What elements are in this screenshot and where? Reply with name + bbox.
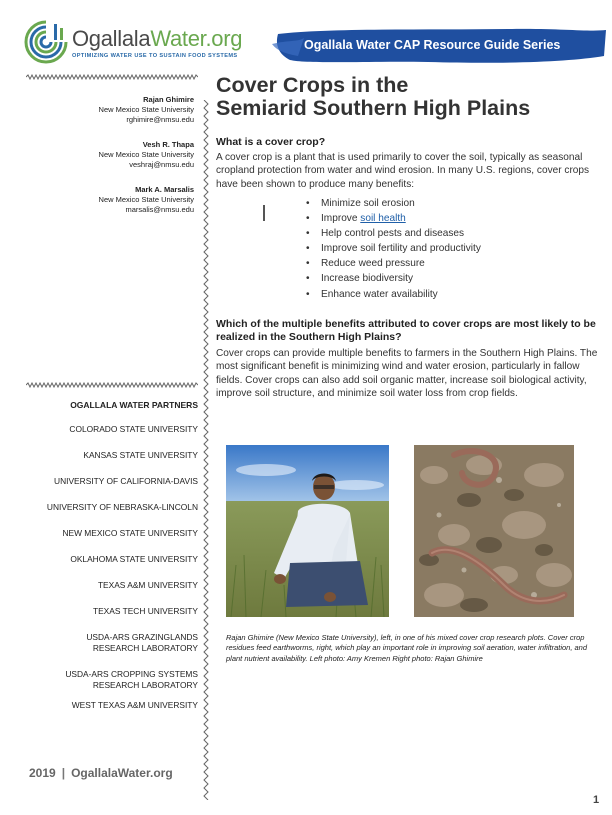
page-title [216,74,606,120]
author-affiliation: New Mexico State University [98,105,194,114]
footer-separator: | [61,766,66,780]
partner-item: COLORADO STATE UNIVERSITY [69,424,198,434]
list-item [306,211,481,226]
water-rings-icon [24,20,70,66]
partner-item: RESEARCH LABORATORY [92,680,198,690]
zigzag-divider-vertical [203,100,209,800]
section-heading-what-is: What is a cover crop? [216,136,326,148]
partner-item: WEST TEXAS A&M UNIVERSITY [71,700,198,710]
footer-credit [29,766,173,780]
author-email[interactable]: veshraj@nmsu.edu [129,160,194,169]
partner-item: KANSAS STATE UNIVERSITY [83,450,198,460]
logo-tagline: OPTIMIZING WATER USE TO SUSTAIN FOOD SYSTEMS [72,53,238,59]
list-item: • Improve soil fertility and productivity [306,241,481,256]
section-heading-benefits: Which of the multiple benefits attributed to cover crops are most likely to be realized in the Southern High Plains? [216,318,596,343]
title-line: Cover Crops in the [216,73,409,97]
author-email[interactable]: marsalis@nmsu.edu [125,205,194,214]
partner-item: OKLAHOMA STATE UNIVERSITY [70,554,198,564]
list-item: • Reduce weed pressure [306,256,481,271]
partner-item: USDA-ARS GRAZINGLANDS [86,632,198,642]
partner-item: UNIVERSITY OF CALIFORNIA-DAVIS [54,476,198,486]
section-paragraph-benefits: Cover crops can provide multiple benefits to farmers in the Southern High Plains. The most significant benefit is minimizing wind and water erosion, particularly in fallow fields. Cover crops can also add soil organic matter, increase soil biological activity, improve soil structure, and minimize soil water loss from crop fields. [216,348,598,400]
partners-title: OGALLALA WATER PARTNERS [70,400,198,410]
author-affiliation: New Mexico State University [98,195,194,204]
author-email[interactable]: rghimire@nmsu.edu [126,115,194,124]
series-title: Ogallala Water CAP Resource Guide Series [304,38,561,52]
author-block-marsalis [14,185,194,215]
partner-item: USDA-ARS CROPPING SYSTEMS [65,669,198,679]
author-block-ghimire [14,95,194,125]
photo-earthworms [414,445,574,617]
footer-site-link[interactable]: OgallalaWater.org [71,766,173,780]
partner-item: TEXAS TECH UNIVERSITY [92,606,198,616]
soil-health-link[interactable]: soil health [360,213,406,225]
section-paragraph-what-is: A cover crop is a plant that is used primarily to cover the soil, typically as seasonal cropland protection from water and wind erosion. In many U.S. regions, cover crops have been shown to produce many benefits: [216,152,590,190]
partner-item: RESEARCH LABORATORY [92,643,198,653]
partner-item: UNIVERSITY OF NEBRASKA-LINCOLN [46,502,198,512]
footer-year: 2019 [29,766,56,780]
list-item: • Increase biodiversity [306,271,481,286]
earthworm-photo-icon [414,445,574,617]
author-name: Vesh R. Thapa [142,140,194,149]
title-line: Semiarid Southern High Plains [216,96,531,120]
text-cursor [263,205,265,221]
list-item: • Help control pests and diseases [306,226,481,241]
logo-wordmark: OgallalaWater.org [72,26,243,51]
author-name: Rajan Ghimire [143,95,194,104]
partner-item: NEW MEXICO STATE UNIVERSITY [62,528,198,538]
zigzag-divider-top [26,74,198,80]
researcher-photo-icon [226,445,389,617]
photo-caption: Rajan Ghimire (New Mexico State University), left, in one of his mixed cover crop research plots. Cover crop residues feed earthworms, right, which play an important role in improving soil aeration, water infiltration, and plant nutrient availability. Left photo: Amy Kremen Right photo: Rajan Ghimire [226,633,588,663]
author-affiliation: New Mexico State University [98,150,194,159]
benefits-list [306,196,481,302]
photo-researcher-in-field [226,445,389,617]
author-name: Mark A. Marsalis [135,185,194,194]
list-item-text: Improve [321,213,361,225]
list-item: • Minimize soil erosion [306,196,481,211]
partner-item: TEXAS A&M UNIVERSITY [97,580,198,590]
author-block-thapa [14,140,194,170]
zigzag-divider-middle [26,382,198,388]
page-number: 1 [593,794,600,806]
series-banner [268,26,608,66]
ogallala-water-logo [24,20,254,70]
list-item: • Enhance water availability [306,287,481,302]
